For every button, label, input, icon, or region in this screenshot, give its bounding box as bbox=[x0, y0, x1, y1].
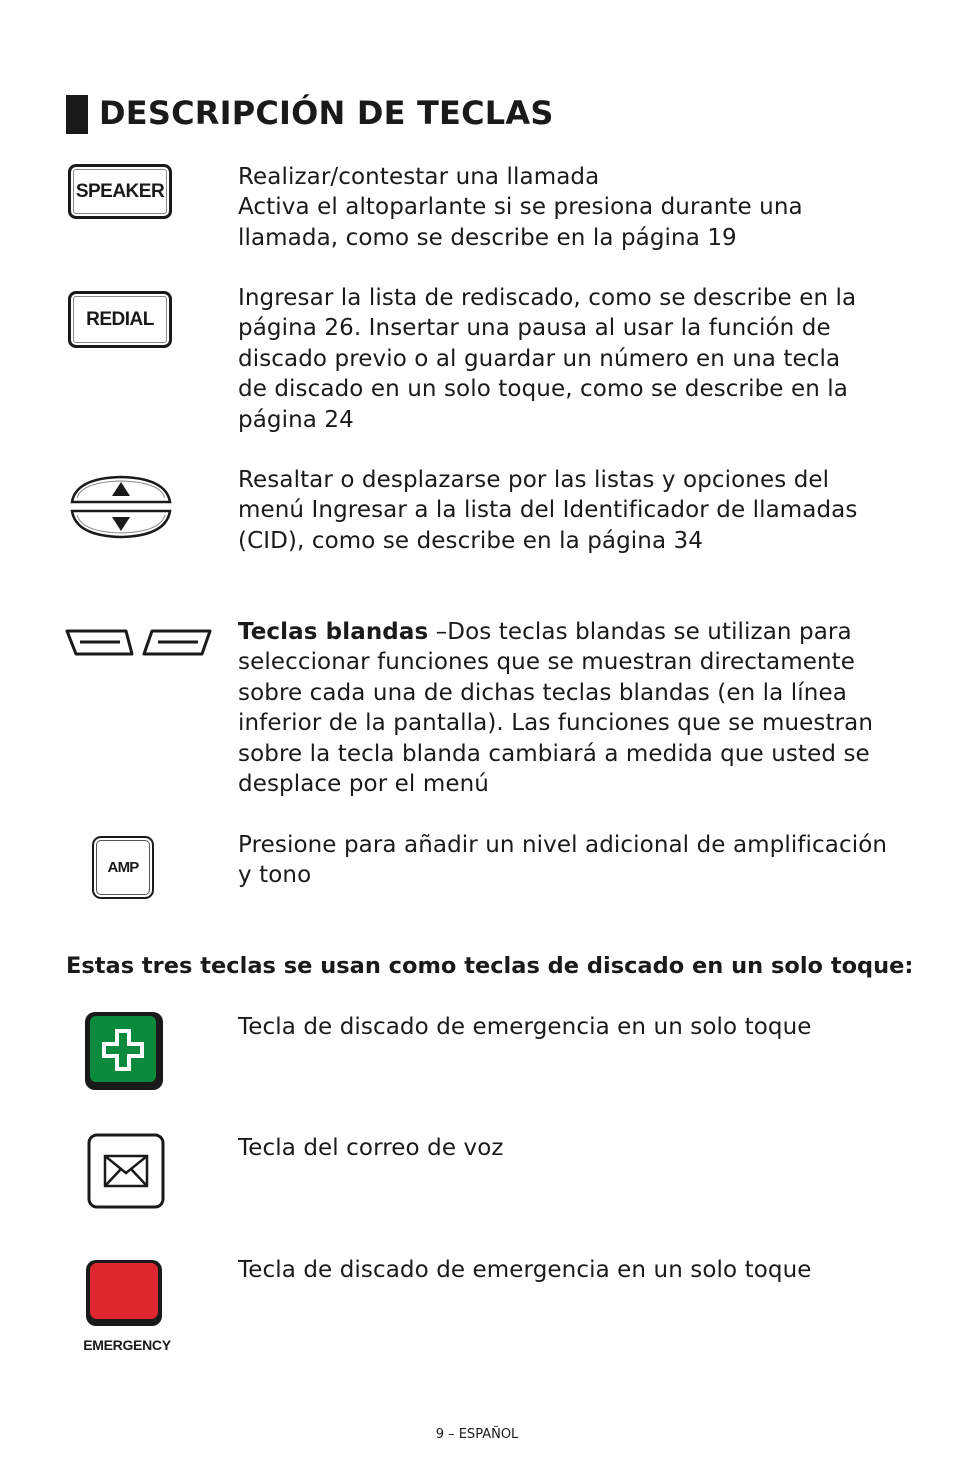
soft-keys-desc-line: sobre cada una de dichas teclas blandas (en la línea bbox=[238, 679, 847, 706]
soft-keys-description bbox=[238, 617, 898, 799]
up-down-navigation-icon bbox=[68, 474, 174, 540]
speaker-description bbox=[238, 162, 898, 253]
speaker-desc-line: Activa el altoparlante si se presiona durante una bbox=[238, 194, 803, 221]
emergency-description: Tecla de discado de emergencia en un solo toque bbox=[238, 1257, 812, 1283]
emergency-key-icon bbox=[84, 1258, 164, 1328]
redial-desc-line: de discado en un solo toque, como se describe en la bbox=[238, 376, 848, 403]
soft-keys-desc-line: seleccionar funciones que se muestran directamente bbox=[238, 649, 856, 676]
redial-desc-line: página 26. Insertar una pausa al usar la función de bbox=[238, 315, 831, 342]
one-touch-subheading: Estas tres teclas se usan como teclas de discado en un solo toque: bbox=[66, 953, 914, 979]
redial-desc-line: discado previo o al guardar un número en una tecla bbox=[238, 345, 841, 372]
envelope-icon bbox=[86, 1132, 166, 1210]
speaker-desc-line: Realizar/contestar una llamada bbox=[238, 164, 600, 190]
page-title: DESCRIPCIÓN DE TECLAS bbox=[99, 94, 554, 132]
title-accent-bar bbox=[66, 95, 88, 134]
amp-desc-line: Presione para añadir un nivel adicional de amplificación bbox=[238, 832, 888, 858]
emergency-key-label: EMERGENCY bbox=[83, 1337, 171, 1353]
soft-keys-icon bbox=[64, 628, 214, 658]
speaker-desc-line: llamada, como se describe en la página 19 bbox=[238, 224, 737, 251]
amp-description bbox=[238, 830, 898, 891]
navigation-desc-line: Resaltar o desplazarse por las listas y opciones del bbox=[238, 467, 830, 493]
soft-keys-lead: Teclas blandas bbox=[238, 619, 429, 645]
redial-description bbox=[238, 283, 898, 435]
voicemail-description: Tecla del correo de voz bbox=[238, 1135, 504, 1161]
navigation-description bbox=[238, 465, 898, 556]
page-footer: 9 – ESPAÑOL bbox=[435, 1427, 519, 1442]
redial-desc-line: página 24 bbox=[238, 406, 354, 433]
redial-desc-line: Ingresar la lista de rediscado, como se describe en la bbox=[238, 285, 857, 311]
soft-keys-desc-line: desplace por el menú bbox=[238, 771, 489, 798]
plus-key-description: Tecla de discado de emergencia en un solo toque bbox=[238, 1014, 812, 1040]
redial-key-icon bbox=[68, 291, 172, 348]
amp-desc-line: y tono bbox=[238, 862, 312, 889]
soft-keys-desc-line: sobre la tecla blanda cambiará a medida que usted se bbox=[238, 740, 870, 767]
redial-key-label: REDIAL bbox=[86, 308, 154, 330]
speaker-key-icon bbox=[68, 164, 172, 219]
plus-cross-icon bbox=[83, 1010, 165, 1092]
amp-key-label: AMP bbox=[107, 859, 139, 876]
speaker-key-label: SPEAKER bbox=[75, 180, 165, 202]
amp-key-icon bbox=[92, 836, 154, 899]
navigation-desc-line: (CID), como se describe en la página 34 bbox=[238, 527, 704, 554]
soft-keys-desc-line: –Dos teclas blandas se utilizan para bbox=[428, 619, 852, 645]
navigation-desc-line: menú Ingresar a la lista del Identificador de llamadas bbox=[238, 497, 858, 524]
soft-keys-desc-line: inferior de la pantalla). Las funciones que se muestran bbox=[238, 710, 874, 737]
